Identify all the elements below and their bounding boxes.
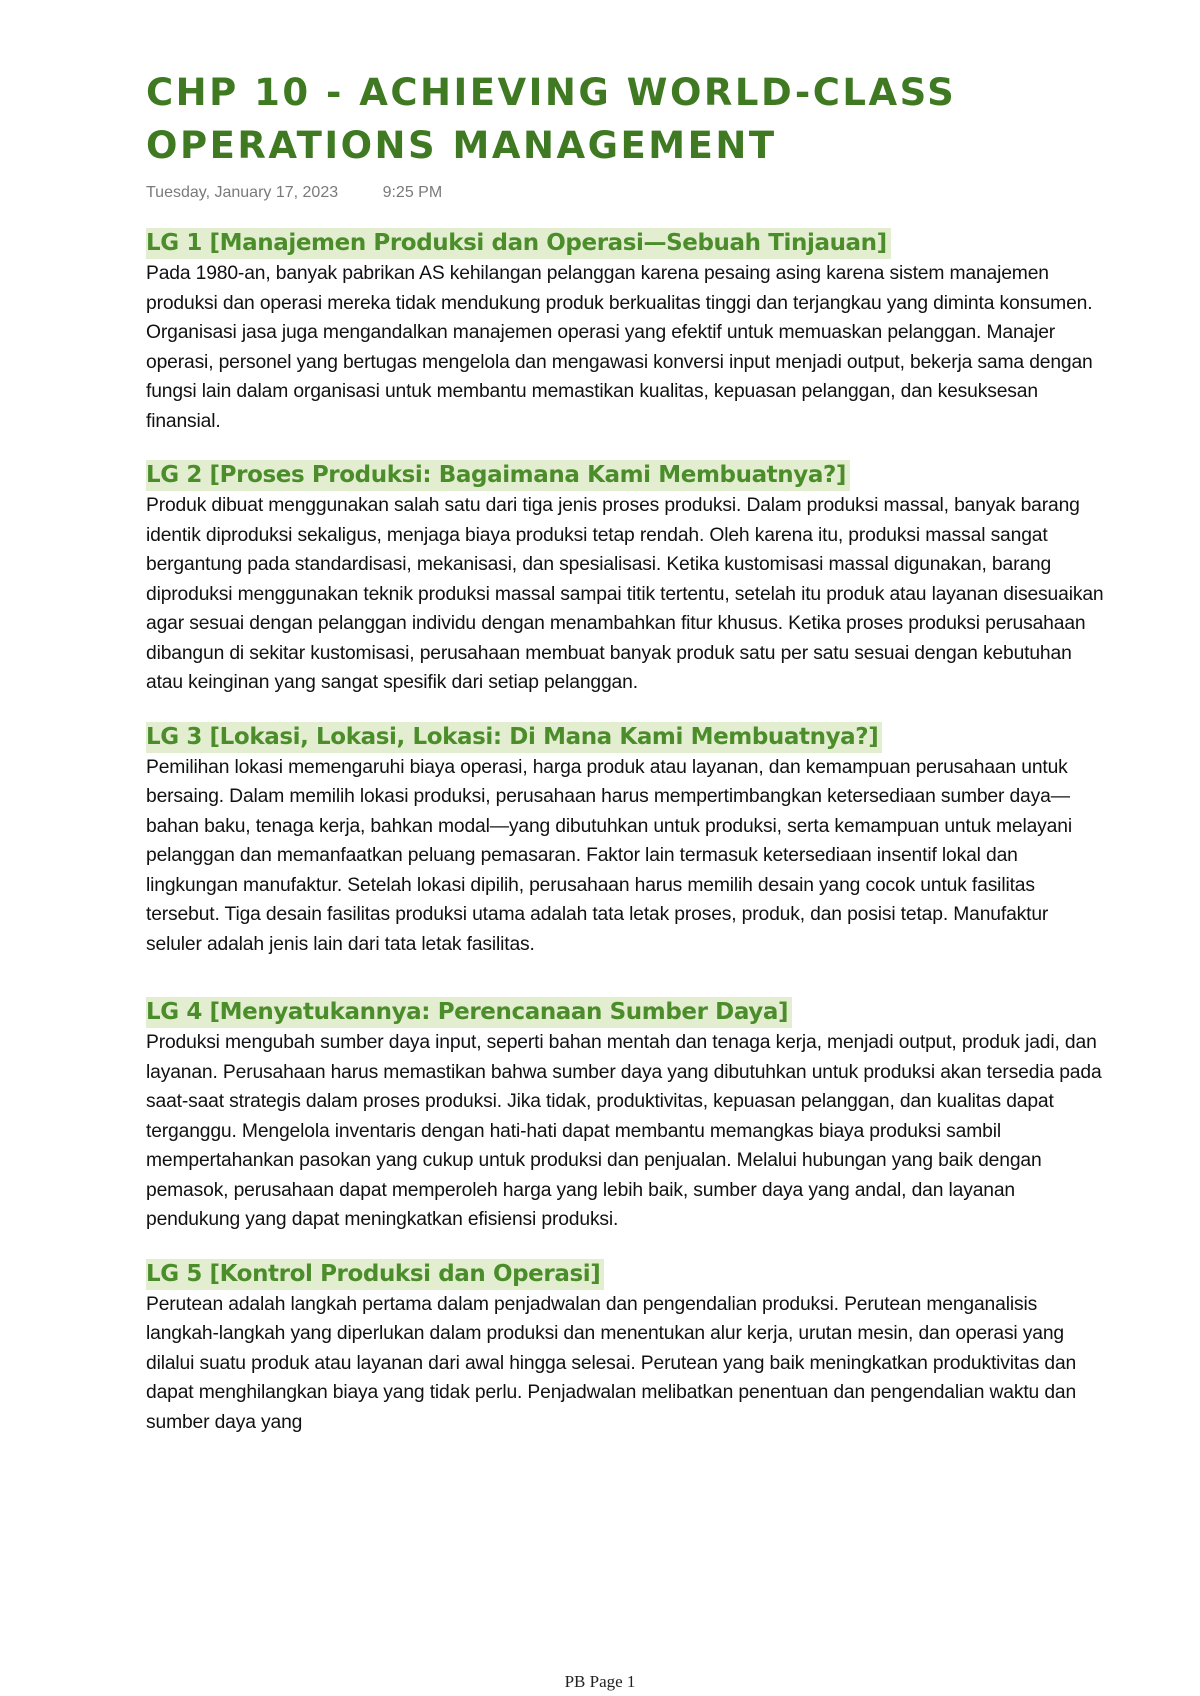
note-time: 9:25 PM [382, 184, 443, 201]
section-heading: LG 2 [Proses Produksi: Bagaimana Kami Membuatnya?] [146, 460, 850, 491]
section-body: Produksi mengubah sumber daya input, seperti bahan mentah dan tenaga kerja, menjadi output, produk jadi, dan layanan. Perusahaan harus memastikan bahwa sumber daya yang dibutuhkan untuk produksi akan tersedia pada saat-saat strategis dalam proses produksi. Jika tidak, produktivitas, kepuasan pelanggan, dan kualitas dapat terganggu. Mengelola inventaris dengan hati-hati dapat membantu memangkas biaya produksi sambil mempertahankan pasokan yang cukup untuk produksi dan penjualan. Melalui hubungan yang baik dengan pemasok, perusahaan dapat memperoleh harga yang lebih baik, sumber daya yang andal, dan layanan pendukung yang dapat meningkatkan efisiensi produksi. [146, 1032, 1102, 1230]
section-heading: LG 3 [Lokasi, Lokasi, Lokasi: Di Mana Kami Membuatnya?] [146, 722, 882, 753]
section-heading: LG 5 [Kontrol Produksi dan Operasi] [146, 1259, 604, 1290]
section-body: Pemilihan lokasi memengaruhi biaya operasi, harga produk atau layanan, dan kemampuan perusahaan untuk bersaing. Dalam memilih lokasi produksi, perusahaan harus mempertimbangkan ketersediaan sumber daya—bahan baku, tenaga kerja, bahkan modal—yang dibutuhkan untuk produksi, serta kemampuan untuk melayani pelanggan dan memanfaatkan peluang pemasaran. Faktor lain termasuk ketersediaan insentif lokal dan lingkungan manufaktur. Setelah lokasi dipilih, perusahaan harus memilih desain yang cocok untuk fasilitas tersebut. Tiga desain fasilitas produksi utama adalah tata letak proses, produk, dan posisi tetap. Manufaktur seluler adalah jenis lain dari tata letak fasilitas. [146, 756, 1072, 955]
section-heading: LG 4 [Menyatukannya: Perencanaan Sumber Daya] [146, 997, 792, 1028]
note-date: Tuesday, January 17, 2023 [146, 184, 339, 201]
section-body: Pada 1980-an, banyak pabrikan AS kehilangan pelanggan karena pesaing asing karena sistem manajemen produksi dan operasi mereka tidak mendukung produk berkualitas tinggi dan terjangkau yang diminta konsumen. Organisasi jasa juga mengandalkan manajemen operasi yang efektif untuk memuaskan pelanggan. Manajer operasi, personel yang bertugas mengelola dan mengawasi konversi input menjadi output, bekerja sama dengan fungsi lain dalam organisasi untuk membantu memastikan kualitas, kepuasan pelanggan, dan kesuksesan finansial. [146, 263, 1093, 432]
section-lg4 [146, 997, 1106, 1235]
section-heading: LG 1 [Manajemen Produksi dan Operasi—Sebuah Tinjauan] [146, 228, 891, 259]
note-timestamp [146, 184, 1106, 202]
section-lg5 [146, 1259, 1106, 1438]
page-title: CHP 10 - ACHIEVING WORLD-CLASS OPERATIONS MANAGEMENT [146, 71, 957, 167]
page-footer: PB Page 1 [564, 1672, 636, 1691]
section-lg1 [146, 228, 1106, 436]
section-lg2 [146, 460, 1106, 698]
note-page [146, 66, 1106, 1437]
section-body: Produk dibuat menggunakan salah satu dari tiga jenis proses produksi. Dalam produksi massal, banyak barang identik diproduksi sekaligus, menjaga biaya produksi tetap rendah. Oleh karena itu, produksi massal sangat bergantung pada standardisasi, mekanisasi, dan spesialisasi. Ketika kustomisasi massal digunakan, barang diproduksi menggunakan teknik produksi massal sampai titik tertentu, setelah itu produk atau layanan disesuaikan agar sesuai dengan pelanggan individu dengan menambahkan fitur khusus. Ketika proses produksi perusahaan dibangun di sekitar kustomisasi, perusahaan membuat banyak produk satu per satu sesuai dengan kebutuhan atau keinginan yang sangat spesifik dari setiap pelanggan. [146, 495, 1104, 693]
section-lg3 [146, 722, 1106, 960]
section-body: Perutean adalah langkah pertama dalam penjadwalan dan pengendalian produksi. Perutean menganalisis langkah-langkah yang diperlukan dalam produksi dan menentukan alur kerja, urutan mesin, dan operasi yang dilalui suatu produk atau layanan dari awal hingga selesai. Perutean yang baik meningkatkan produktivitas dan dapat menghilangkan biaya yang tidak perlu. Penjadwalan melibatkan penentuan dan pengendalian waktu dan sumber daya yang [146, 1293, 1077, 1433]
